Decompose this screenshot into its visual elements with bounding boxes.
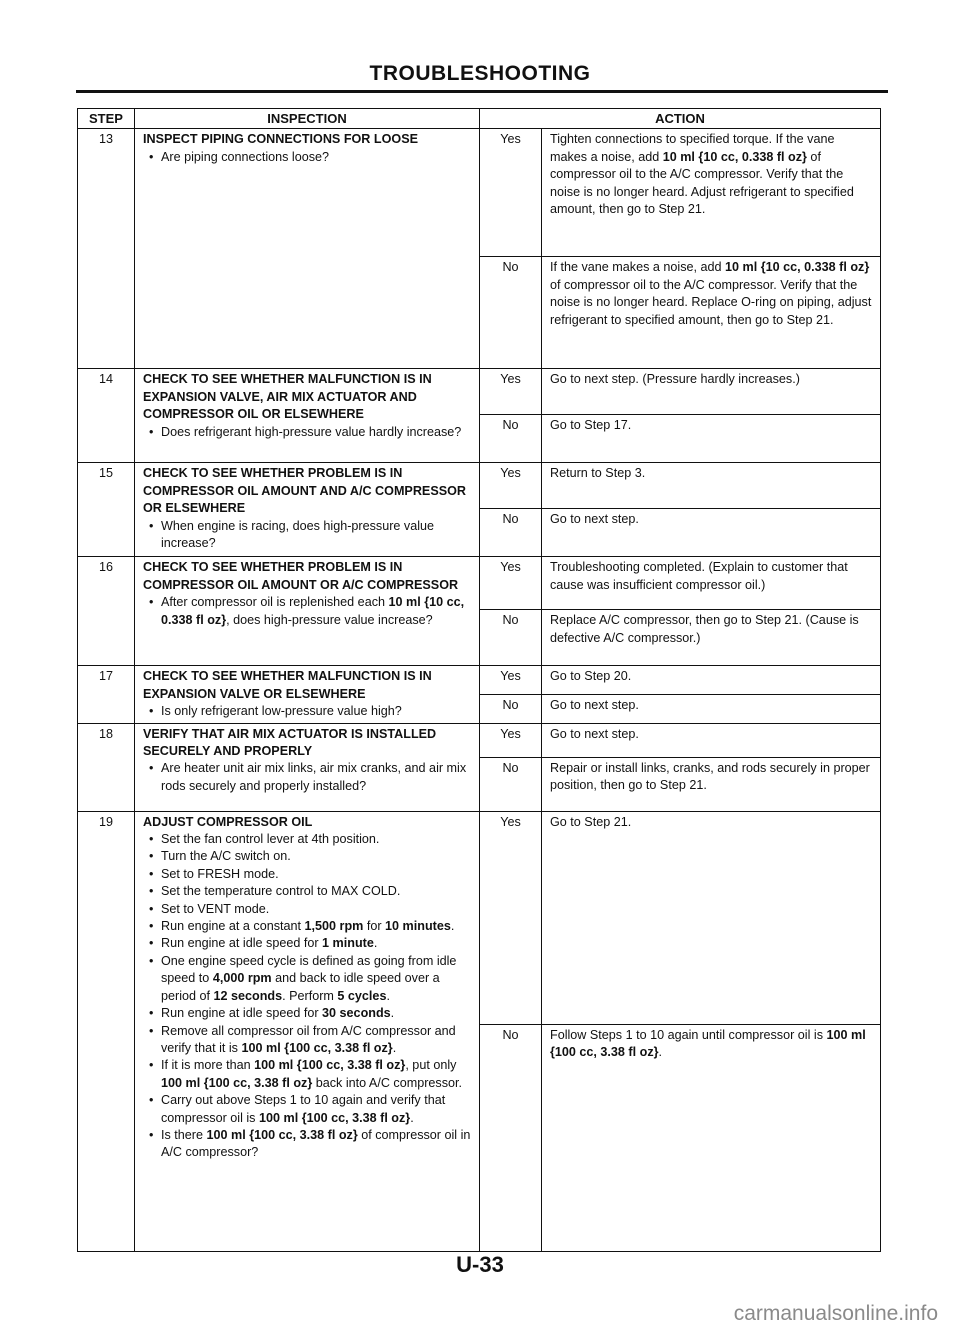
inspection-bullet: • Are heater unit air mix links, air mix cranks, and air mix rods securely and properly installed? <box>143 760 471 795</box>
step-number: 18 <box>78 723 135 811</box>
table-row <box>78 129 881 257</box>
no-action: Go to next step. <box>542 509 881 557</box>
inspection-heading: INSPECT PIPING CONNECTIONS FOR LOOSE <box>143 132 418 147</box>
inspection-bullets <box>143 594 471 629</box>
inspection-bullet: • When engine is racing, does high-pressure value increase? <box>143 518 471 553</box>
no-action: Replace A/C compressor, then go to Step 21. (Cause is defective A/C compressor.) <box>542 610 881 666</box>
no-label: No <box>480 610 542 666</box>
yes-label: Yes <box>480 666 542 695</box>
inspection-cell <box>135 463 480 557</box>
table-row <box>78 811 881 1024</box>
header-step: STEP <box>78 109 135 129</box>
inspection-heading: CHECK TO SEE WHETHER PROBLEM IS IN COMPRESSOR OIL AMOUNT OR A/C COMPRESSOR <box>143 560 459 592</box>
inspection-heading: VERIFY THAT AIR MIX ACTUATOR IS INSTALLED SECURELY AND PROPERLY <box>143 726 437 759</box>
inspection-bullets <box>143 703 471 720</box>
inspection-cell <box>135 723 480 811</box>
no-label: No <box>480 257 542 369</box>
yes-label: Yes <box>480 129 542 257</box>
inspection-cell <box>135 557 480 666</box>
no-label: No <box>480 1024 542 1251</box>
inspection-bullet: • Set to VENT mode. <box>143 901 471 918</box>
inspection-cell <box>135 666 480 723</box>
yes-action: Go to next step. (Pressure hardly increases.) <box>542 369 881 415</box>
header-inspection: INSPECTION <box>135 109 480 129</box>
yes-action: Troubleshooting completed. (Explain to customer that cause was insufficient compressor oil.) <box>542 557 881 610</box>
inspection-bullet: • Set to FRESH mode. <box>143 866 471 883</box>
no-action: Repair or install links, cranks, and rods securely in proper position, then go to Step 21. <box>542 757 881 811</box>
inspection-bullet: • Carry out above Steps 1 to 10 again and verify that compressor oil is 100 ml {100 cc, 3.38 fl oz}. <box>143 1092 471 1127</box>
inspection-bullet: • Remove all compressor oil from A/C compressor and verify that it is 100 ml {100 cc, 3.38 fl oz}. <box>143 1023 471 1058</box>
inspection-bullet: • After compressor oil is replenished each 10 ml {10 cc, 0.338 fl oz}, does high-pressure value increase? <box>143 594 471 629</box>
inspection-bullet: • Does refrigerant high-pressure value hardly increase? <box>143 424 471 441</box>
table-row <box>78 666 881 695</box>
inspection-bullet: • Is there 100 ml {100 cc, 3.38 fl oz} of compressor oil in A/C compressor? <box>143 1127 471 1162</box>
inspection-bullets <box>143 518 471 553</box>
inspection-bullet: • Set the temperature control to MAX COLD. <box>143 883 471 900</box>
yes-action: Go to Step 20. <box>542 666 881 695</box>
no-action: Follow Steps 1 to 10 again until compressor oil is 100 ml {100 cc, 3.38 fl oz}. <box>542 1024 881 1251</box>
no-action: If the vane makes a noise, add 10 ml {10 cc, 0.338 fl oz} of compressor oil to the A/C compressor. Verify that the noise is no longer heard. Replace O-ring on piping, adjust refrigerant to specified amount, then go to Step 21. <box>542 257 881 369</box>
inspection-heading: CHECK TO SEE WHETHER MALFUNCTION IS IN EXPANSION VALVE OR ELSEWHERE <box>143 669 432 701</box>
table-row <box>78 369 881 415</box>
watermark: carmanualsonline.info <box>733 1302 938 1325</box>
inspection-cell <box>135 129 480 369</box>
inspection-bullets <box>143 149 471 166</box>
yes-action: Go to next step. <box>542 723 881 757</box>
inspection-bullet: • If it is more than 100 ml {100 cc, 3.38 fl oz}, put only 100 ml {100 cc, 3.38 fl oz} back into A/C compressor. <box>143 1057 471 1092</box>
inspection-bullet: • Turn the A/C switch on. <box>143 848 471 865</box>
step-number: 16 <box>78 557 135 666</box>
inspection-cell <box>135 369 480 463</box>
troubleshooting-table <box>77 108 881 1252</box>
table-row <box>78 723 881 757</box>
inspection-bullets <box>143 424 471 441</box>
step-number: 13 <box>78 129 135 369</box>
yes-label: Yes <box>480 463 542 509</box>
inspection-heading: CHECK TO SEE WHETHER MALFUNCTION IS IN EXPANSION VALVE, AIR MIX ACTUATOR AND COMPRESSOR OIL OR ELSEWHERE <box>143 372 432 422</box>
no-label: No <box>480 695 542 724</box>
inspection-bullets <box>143 831 471 1162</box>
page-number: U-33 <box>456 1252 504 1277</box>
step-number: 19 <box>78 811 135 1251</box>
no-action: Go to Step 17. <box>542 415 881 463</box>
inspection-bullet: • Run engine at a constant 1,500 rpm for 10 minutes. <box>143 918 471 935</box>
inspection-bullet: • Run engine at idle speed for 1 minute. <box>143 935 471 952</box>
no-action: Go to next step. <box>542 695 881 724</box>
yes-action: Tighten connections to specified torque. If the vane makes a noise, add 10 ml {10 cc, 0.338 fl oz} of compressor oil to the A/C compressor. Verify that the noise is no longer heard. Adjust refrigerant to specified amount, then go to Step 21. <box>542 129 881 257</box>
yes-action: Go to Step 21. <box>542 811 881 1024</box>
no-label: No <box>480 415 542 463</box>
inspection-heading: ADJUST COMPRESSOR OIL <box>143 814 313 829</box>
inspection-bullet: • Run engine at idle speed for 30 seconds. <box>143 1005 471 1022</box>
inspection-bullet: • Is only refrigerant low-pressure value high? <box>143 703 471 720</box>
yes-label: Yes <box>480 723 542 757</box>
no-label: No <box>480 509 542 557</box>
title-rule <box>76 90 888 93</box>
inspection-heading: CHECK TO SEE WHETHER PROBLEM IS IN COMPRESSOR OIL AMOUNT AND A/C COMPRESSOR OR ELSEWHERE <box>143 466 467 516</box>
page-title: TROUBLESHOOTING <box>369 62 591 85</box>
inspection-bullets <box>143 760 471 795</box>
table-row <box>78 463 881 509</box>
yes-label: Yes <box>480 811 542 1024</box>
inspection-bullet: • Set the fan control lever at 4th position. <box>143 831 471 848</box>
header-row <box>78 109 881 129</box>
inspection-cell <box>135 811 480 1251</box>
header-action: ACTION <box>480 109 881 129</box>
yes-label: Yes <box>480 557 542 610</box>
step-number: 17 <box>78 666 135 723</box>
yes-label: Yes <box>480 369 542 415</box>
step-number: 15 <box>78 463 135 557</box>
step-number: 14 <box>78 369 135 463</box>
inspection-bullet: • Are piping connections loose? <box>143 149 471 166</box>
table-row <box>78 557 881 610</box>
yes-action: Return to Step 3. <box>542 463 881 509</box>
no-label: No <box>480 757 542 811</box>
inspection-bullet: • One engine speed cycle is defined as going from idle speed to 4,000 rpm and back to idle speed over a period of 12 seconds. Perform 5 cycles. <box>143 953 471 1005</box>
